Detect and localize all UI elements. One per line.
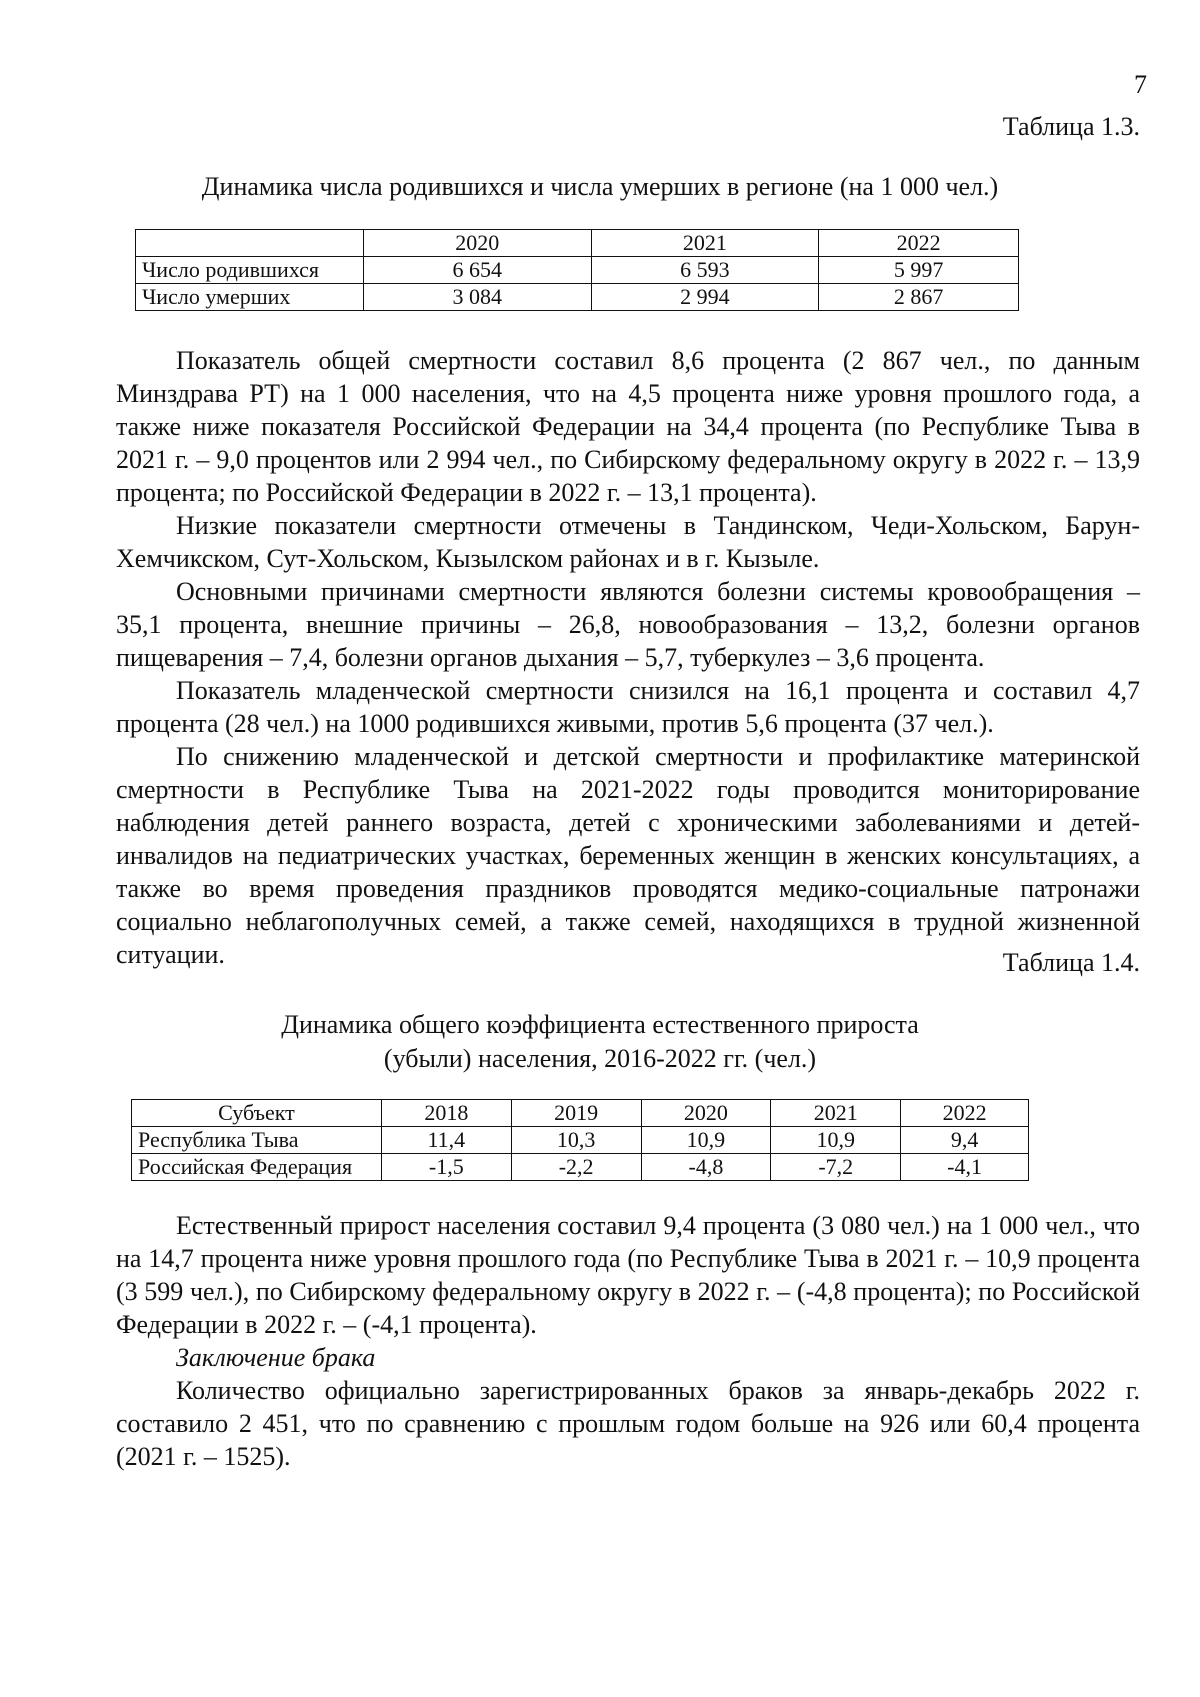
table-cell: 6 593 — [591, 257, 819, 284]
table-1-3-caption: Динамика числа родившихся и числа умерших в регионе (на 1 000 чел.) — [201, 172, 999, 201]
table-row — [136, 257, 1019, 284]
paragraph: Показатель общей смертности составил 8,6 процента (2 867 чел., по данным Минздрава РТ) на 1 000 населения, что на 4,5 процента ниже уровня прошлого года, а также ниже показателя Российской Федерации на 34,4 процента (по Республике Тыва в 2021 г. – 9,0 процентов или 2 994 чел., по Сибирскому федеральному округу в 2022 г. – 13,9 процента; по Российской Федерации в 2022 г. – 13,1 процента). — [116, 346, 1140, 507]
header-cell: Субъект — [132, 1100, 382, 1127]
table-1-4-label: Таблица 1.4. — [1002, 948, 1140, 977]
table-cell: 10,3 — [511, 1127, 641, 1154]
paragraph: Основными причинами смертности являются болезни системы кровообращения – 35,1 процента, внешние причины – 26,8, новообразования – 13,2, болезни органов пищеварения – 7,4, болезни органов дыхания – 5,7, туберкулез – 3,6 процента. — [116, 577, 1140, 672]
row-label: Число умерших — [136, 284, 364, 311]
table-cell: -7,2 — [771, 1154, 901, 1181]
table-header-row — [132, 1100, 1029, 1127]
table-cell: 9,4 — [901, 1127, 1029, 1154]
row-label: Российская Федерация — [132, 1154, 382, 1181]
table-cell: 11,4 — [381, 1127, 511, 1154]
paragraph: Количество официально зарегистрированных браков за январь-декабрь 2022 г. составило 2 451, что по сравнению с прошлым годом больше на 926 или 60,4 процента (2021 г. – 1525). — [116, 1376, 1140, 1471]
header-cell: 2021 — [771, 1100, 901, 1127]
table-1-4-caption-line-2: (убыли) населения, 2016-2022 гг. (чел.) — [383, 1044, 817, 1073]
body-text-block-1 — [116, 344, 1140, 971]
table-cell: 6 654 — [363, 257, 591, 284]
header-cell: 2020 — [363, 230, 591, 257]
table-cell: -1,5 — [381, 1154, 511, 1181]
table-cell: 10,9 — [771, 1127, 901, 1154]
header-cell: 2018 — [381, 1100, 511, 1127]
table-cell: -2,2 — [511, 1154, 641, 1181]
table-cell: 10,9 — [641, 1127, 771, 1154]
table-header-row — [136, 230, 1019, 257]
table-cell: 2 994 — [591, 284, 819, 311]
table-cell: 2 867 — [819, 284, 1019, 311]
row-label: Республика Тыва — [132, 1127, 382, 1154]
header-cell: 2020 — [641, 1100, 771, 1127]
header-cell: 2022 — [819, 230, 1019, 257]
table-1-3 — [135, 229, 1019, 311]
table-1-3-label: Таблица 1.3. — [1002, 112, 1140, 141]
table-cell: 3 084 — [363, 284, 591, 311]
table-1-4 — [131, 1099, 1029, 1181]
table-row — [136, 284, 1019, 311]
table-cell: -4,1 — [901, 1154, 1029, 1181]
table-1-4-caption-line-1: Динамика общего коэффициента естественного прироста — [281, 1010, 919, 1039]
header-cell: 2019 — [511, 1100, 641, 1127]
table-cell: -4,8 — [641, 1154, 771, 1181]
header-cell: 2022 — [901, 1100, 1029, 1127]
header-cell — [136, 230, 364, 257]
table-row — [132, 1154, 1029, 1181]
section-heading: Заключение брака — [176, 1343, 376, 1372]
page-number: 7 — [1134, 70, 1147, 99]
paragraph: Низкие показатели смертности отмечены в Тандинском, Чеди-Хольском, Барун-Хемчикском, Сут-Хольском, Кызылском районах и в г. Кызыле. — [116, 511, 1140, 573]
table-cell: 5 997 — [819, 257, 1019, 284]
paragraph: Естественный прирост населения составил 9,4 процента (3 080 чел.) на 1 000 чел., что на 14,7 процента ниже уровня прошлого года (по Республике Тыва в 2021 г. – 10,9 процента (3 599 чел.), по Сибирскому федеральному округу в 2022 г. – (-4,8 процента); по Российской Федерации в 2022 г. – (-4,1 процента). — [116, 1211, 1140, 1339]
paragraph: По снижению младенческой и детской смертности и профилактике материнской смертности в Республике Тыва на 2021-2022 годы проводится мониторирование наблюдения детей раннего возраста, детей с хроническими заболеваниями и детей-инвалидов на педиатрических участках, беременных женщин в женских консультациях, а также во время проведения праздников проводятся медико-социальные патронажи социально неблагополучных семей, а также семей, находящихся в трудной жизненной ситуации. — [116, 742, 1140, 969]
table-row — [132, 1127, 1029, 1154]
header-cell: 2021 — [591, 230, 819, 257]
row-label: Число родившихся — [136, 257, 364, 284]
paragraph: Показатель младенческой смертности снизился на 16,1 процента и составил 4,7 процента (28 чел.) на 1000 родившихся живыми, против 5,6 процента (37 чел.). — [116, 676, 1140, 738]
body-text-block-2 — [116, 1209, 1140, 1473]
